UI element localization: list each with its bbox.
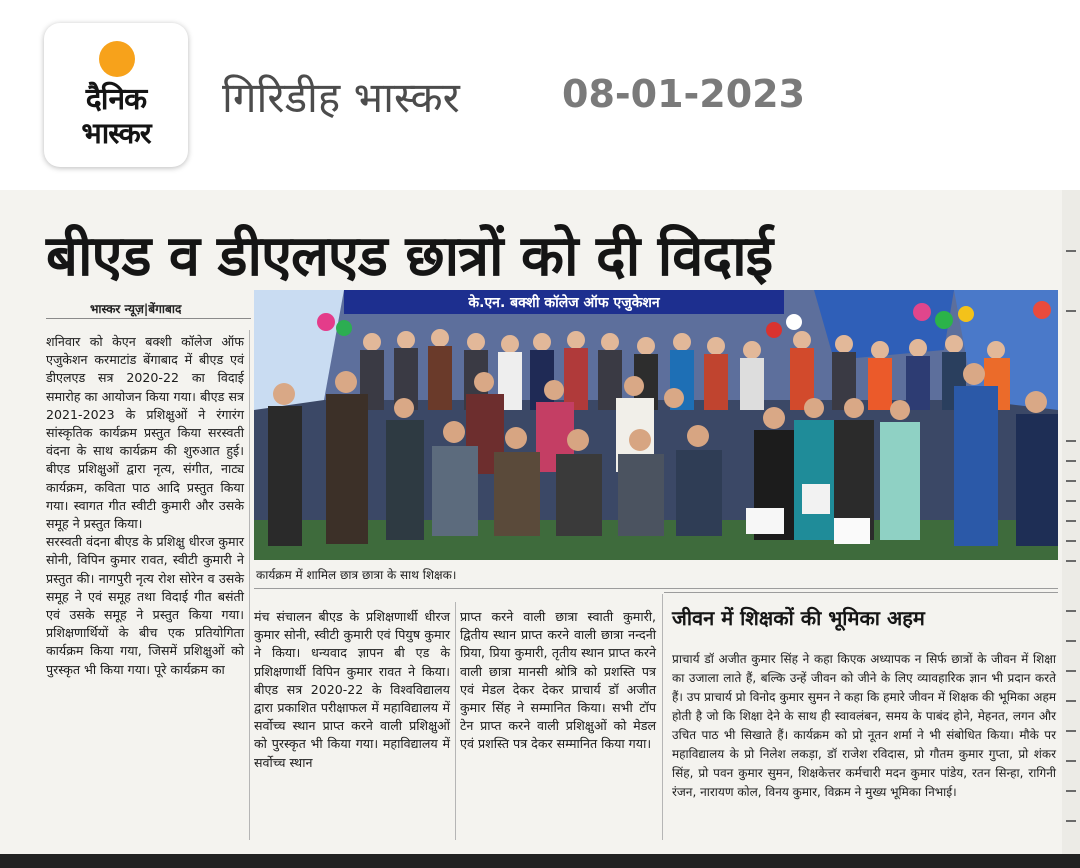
- article-column-2: [254, 608, 450, 772]
- adjacent-article-edge: [1062, 190, 1080, 854]
- paragraph: शनिवार को केएन बक्शी कॉलेज ऑफ एजुकेशन करमाटांड बेंगाबाद में बीएड एवं डीएलएड सत्र 2020-22 का विदाई समारोह का आयोजन किया गया। बीएड सत्र 2021-2023 के प्रशिक्षुओं ने रंगारंग सांस्कृतिक कार्यक्रम प्रस्तुत किया सरस्वती वंदना के साथ कार्यक्रम की शुरुआत हुई। बीएड प्रशिक्षुओं द्वारा नृत्य, संगीत, नाट्य कार्यक्रम, कविता पाठ आदि प्रस्तुत किया गया। स्वागत गीत स्वीटी कुमारी और उसके समूह ने प्रस्तुत किया।: [46, 334, 244, 532]
- divider: [664, 592, 1058, 593]
- group-photo-illustration: [254, 290, 1058, 560]
- newspaper-logo[interactable]: [44, 23, 188, 167]
- article-subheading: जीवन में शिक्षकों की भूमिका अहम: [672, 606, 925, 630]
- column-divider: [455, 602, 456, 840]
- paragraph: प्राचार्य डॉ अजीत कुमार सिंह ने कहा किएक अध्यापक न सिर्फ छात्रों के जीवन में शिक्षा का उजाला लाते हैं, बल्कि उन्हें जीवन को जीने के लिए व्यावहारिक ज्ञान भी प्रदान करते हैं। उप प्राचार्य प्रो विनोद कुमार सुमन ने कहा कि हमारे जीवन में शिक्षक की भूमिका अहम होती है जो कि शिक्षा देने के साथ ही स्वावलंबन, समय के पाबंद होने, मेहनत, लगन और उचित पाठ भी सिखाते हैं। कार्यक्रम को प्रो नूतन शर्मा ने भी संबोधित किया। मौके पर महाविद्यालय के प्रो निलेश लकड़ा, डॉ राजेश रविदास, प्रो गौतम कुमार गुप्ता, प्रो शंकर सिंह, प्रो पवन कुमार सुमन, शिक्षकेत्तर कर्मचारी मदन कुमार पांडेय, रतन सिन्हा, रागिनी रंजन, नारायण कोल, विनय कुमार, विक्रम ने मुख्य भूमिका निभाई।: [672, 652, 1056, 799]
- divider: [46, 318, 251, 319]
- paragraph: सरस्वती वंदना बीएड के प्रशिक्षु धीरज कुमार सोनी, विपिन कुमार रावत, स्वीटी कुमारी ने प्रस्तुत की। नागपुरी नृत्य रोश सोरेन व उसके समूह ने एवं समूह तथा विदाई गीत बसंती एवं उसके समूह ने प्रस्तुत किया गया। प्रशिक्षणार्थियों के बीच एक प्रतियोगिता कार्यक्रम किया गया, जिसमें प्रशिक्षुओं को पुरस्कृत भी किया गया। पूरे कार्यक्रम का: [46, 534, 244, 677]
- paragraph: मंच संचालन बीएड के प्रशिक्षणार्थी धीरज कुमार सोनी, स्वीटी कुमारी एवं पियुष कुमार ने किया। धन्यवाद ज्ञापन बी एड के प्रशिक्षणार्थी विपिन कुमार रावत ने किया। बीएड सत्र 2020-22 के विश्वविद्यालय द्वारा प्रकाशित परीक्षाफल में महाविद्यालय में सर्वोच्च स्थान प्राप्त करने वाली प्रशिक्षुओं को पुरस्कृत भी किया गया। महाविद्यालय में सर्वोच्च स्थान: [254, 609, 450, 770]
- photo-caption: कार्यक्रम में शामिल छात्र छात्रा के साथ शिक्षक।: [256, 568, 457, 582]
- column-divider: [662, 594, 663, 840]
- newspaper-clipping: [0, 190, 1080, 868]
- column-divider: [249, 330, 250, 840]
- article-headline: बीएड व डीएलएड छात्रों को दी विदाई: [46, 224, 773, 289]
- logo-text-line1: दैनिक: [85, 82, 147, 117]
- article-column-1: [46, 333, 244, 679]
- divider: [254, 588, 1058, 589]
- edition-title: गिरिडीह भास्कर: [222, 73, 460, 122]
- article-column-4: [672, 650, 1056, 802]
- banner-text: के.एन. बक्शी कॉलेज ऑफ एजुकेशन: [468, 295, 660, 311]
- clipping-bottom-edge: [0, 854, 1080, 868]
- group-photo: [254, 290, 1058, 560]
- post-header: [0, 0, 1080, 190]
- issue-date: 08-01-2023: [562, 72, 806, 116]
- sun-icon: [99, 41, 135, 77]
- paragraph: प्राप्त करने वाली छात्रा स्वाती कुमारी, द्वितीय स्थान प्राप्त करने वाली छात्रा नन्दनी प्रिया, प्रिया कुमारी, तृतीय स्थान प्राप्त करने वाली छात्रा मानसी श्रोत्रि को प्रशस्ति पत्र एवं मेडल देकर देकर प्राचार्य डॉ अजीत कुमार सिंह ने सम्मानित किया। सभी टॉप टेन प्राप्त करने वाली प्रशिक्षुओं को मेडल एवं प्रशस्ति पत्र देकर सम्मानित किया गया।: [460, 609, 656, 752]
- article-column-3: [460, 608, 656, 754]
- logo-text-line2: भास्कर: [81, 116, 151, 150]
- article-byline: भास्कर न्यूज़|बेंगाबाद: [90, 302, 182, 316]
